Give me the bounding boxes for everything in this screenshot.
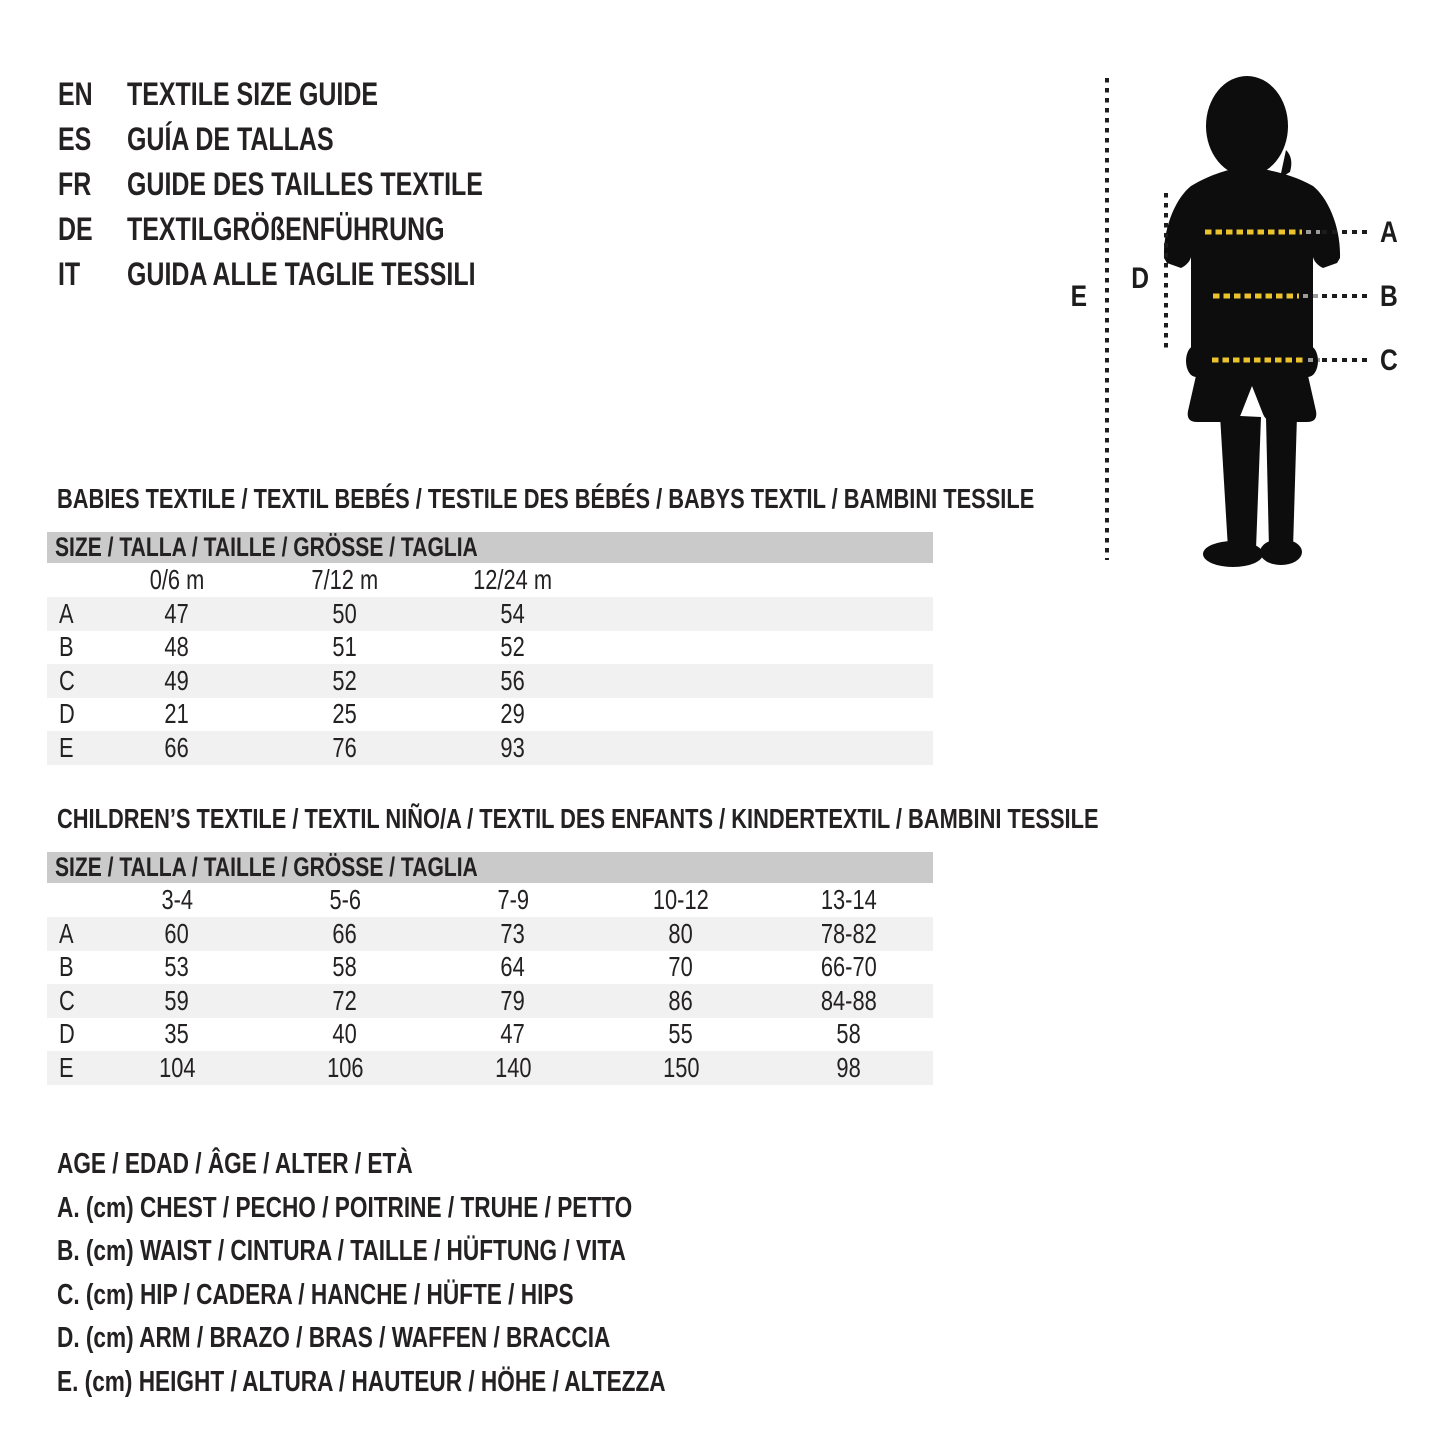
row-label: C — [59, 664, 75, 696]
table-row — [47, 631, 933, 665]
legend-height-line: E. (cm) HEIGHT / ALTURA / HAUTEUR / HÖHE / ALTEZZA — [57, 1365, 666, 1398]
babies-column-header-row — [47, 563, 933, 597]
value-cell: 66 — [164, 731, 190, 763]
row-label: C — [59, 984, 75, 1016]
height-label: E — [1070, 278, 1087, 313]
chest-label: A — [1380, 214, 1398, 249]
table-row — [47, 731, 933, 765]
value-cell: 76 — [332, 731, 358, 763]
value-cell: 79 — [500, 984, 526, 1016]
lang-code: ES — [58, 121, 92, 157]
value-cell: 93 — [500, 731, 526, 763]
table-row — [47, 1018, 933, 1052]
value-cell: 140 — [494, 1051, 532, 1083]
guide-title: GUIDA ALLE TAGLIE TESSILI — [127, 256, 476, 292]
value-cell: 86 — [668, 984, 694, 1016]
table-row — [47, 984, 933, 1018]
child-silhouette-figure — [1050, 55, 1445, 600]
children-size-header-bar: SIZE / TALLA / TAILLE / GRÖSSE / TAGLIA — [47, 852, 933, 883]
value-cell: 25 — [332, 698, 358, 730]
row-label: B — [59, 951, 74, 983]
legend-chest-line: A. (cm) CHEST / PECHO / POITRINE / TRUHE / PETTO — [57, 1191, 633, 1224]
value-cell: 55 — [668, 1018, 694, 1050]
value-cell: 40 — [332, 1018, 358, 1050]
value-cell: 47 — [500, 1018, 526, 1050]
guide-title: GUÍA DE TALLAS — [127, 121, 334, 157]
table-row — [47, 917, 933, 951]
measurement-legend — [57, 1143, 837, 1404]
column-header: 10-12 — [653, 884, 709, 915]
value-cell: 48 — [164, 631, 190, 663]
value-cell: 104 — [158, 1051, 196, 1083]
value-cell: 51 — [332, 631, 358, 663]
value-cell: 35 — [164, 1018, 190, 1050]
value-cell: 80 — [668, 917, 694, 949]
guide-title: TEXTILGRÖßENFÜHRUNG — [127, 211, 445, 247]
row-label: A — [59, 597, 74, 629]
value-cell: 52 — [500, 631, 526, 663]
children-section-title: CHILDREN’S TEXTILE / TEXTIL NIÑO/A / TEXTIL DES ENFANTS / KINDERTEXTIL / BAMBINI TESSILE — [57, 803, 1099, 834]
legend-arm-line: D. (cm) ARM / BRAZO / BRAS / WAFFEN / BRACCIA — [57, 1322, 611, 1354]
value-cell: 29 — [500, 698, 526, 730]
babies-size-header-bar: SIZE / TALLA / TAILLE / GRÖSSE / TAGLIA — [47, 532, 933, 563]
value-cell: 70 — [668, 951, 694, 983]
value-cell: 106 — [326, 1051, 364, 1083]
value-cell: 98 — [836, 1051, 862, 1083]
table-row — [47, 698, 933, 732]
value-cell: 78-82 — [821, 917, 877, 949]
row-label: D — [59, 1018, 75, 1050]
row-label: A — [59, 917, 74, 949]
babies-section-title: BABIES TEXTILE / TEXTIL BEBÉS / TESTILE DES BÉBÉS / BABYS TEXTIL / BAMBINI TESSILE — [57, 483, 1035, 514]
value-cell: 21 — [164, 698, 190, 730]
value-cell: 72 — [332, 984, 358, 1016]
arm-label: D — [1131, 260, 1149, 295]
value-cell: 53 — [164, 951, 190, 983]
value-cell: 60 — [164, 917, 190, 949]
value-cell: 66-70 — [821, 951, 877, 983]
guide-title: GUIDE DES TAILLES TEXTILE — [127, 166, 483, 202]
table-row — [47, 1051, 933, 1085]
legend-waist-line: B. (cm) WAIST / CINTURA / TAILLE / HÜFTUNG / VITA — [57, 1235, 626, 1267]
table-row — [47, 951, 933, 985]
value-cell: 50 — [332, 597, 358, 629]
value-cell: 84-88 — [821, 984, 877, 1016]
value-cell: 73 — [500, 917, 526, 949]
value-cell: 66 — [332, 917, 358, 949]
row-label: D — [59, 698, 75, 730]
measurement-diagram — [1050, 55, 1445, 600]
legend-hip-line: C. (cm) HIP / CADERA / HANCHE / HÜFTE / HIPS — [57, 1278, 574, 1311]
column-header: 3-4 — [161, 884, 193, 915]
lang-code: IT — [58, 256, 81, 292]
column-header: 7-9 — [497, 884, 529, 915]
row-label: E — [59, 1051, 74, 1083]
column-header: 13-14 — [821, 884, 877, 915]
column-header: 7/12 m — [311, 564, 379, 595]
value-cell: 49 — [164, 664, 190, 696]
table-row — [47, 664, 933, 698]
value-cell: 59 — [164, 984, 190, 1016]
value-cell: 52 — [332, 664, 358, 696]
lang-code: FR — [58, 166, 92, 202]
column-header: 5-6 — [329, 884, 361, 915]
value-cell: 150 — [662, 1051, 700, 1083]
lang-code: EN — [58, 76, 93, 112]
column-header: 0/6 m — [149, 564, 205, 595]
value-cell: 58 — [836, 1018, 862, 1050]
table-row — [47, 597, 933, 631]
children-column-header-row — [47, 883, 933, 917]
value-cell: 64 — [500, 951, 526, 983]
value-cell: 58 — [332, 951, 358, 983]
column-header: 12/24 m — [473, 564, 553, 595]
value-cell: 47 — [164, 597, 190, 629]
value-cell: 56 — [500, 664, 526, 696]
row-label: E — [59, 731, 74, 763]
value-cell: 54 — [500, 597, 526, 629]
lang-code: DE — [58, 211, 93, 247]
guide-title: TEXTILE SIZE GUIDE — [127, 76, 379, 112]
hip-label: C — [1380, 342, 1398, 377]
legend-age-line: AGE / EDAD / ÂGE / ALTER / ETÀ — [57, 1148, 413, 1180]
row-label: B — [59, 631, 74, 663]
waist-label: B — [1380, 278, 1398, 313]
